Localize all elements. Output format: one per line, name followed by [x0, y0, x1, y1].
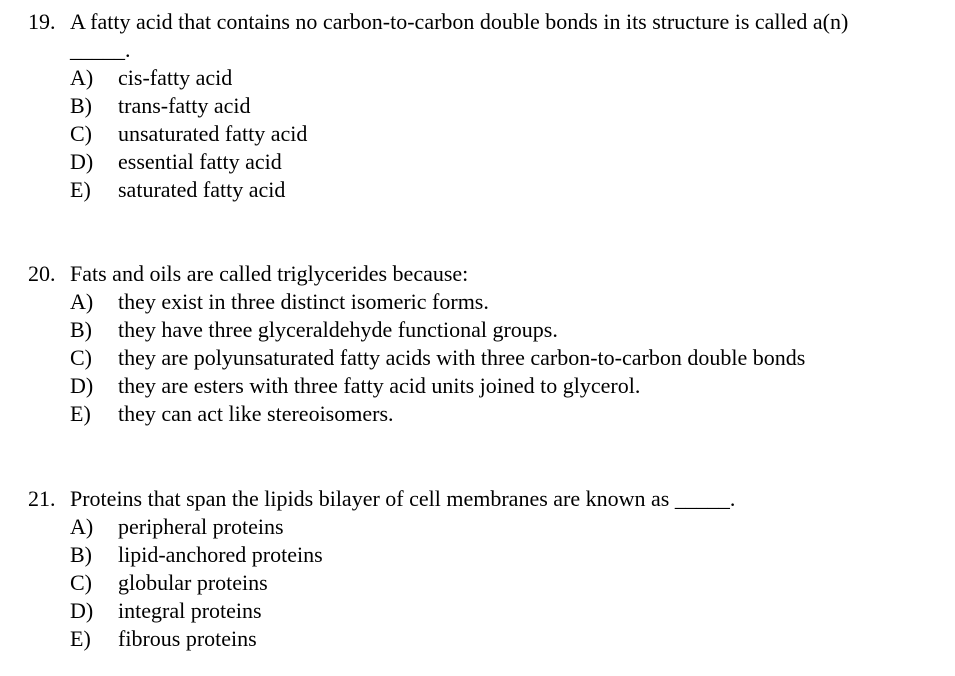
question-stem [28, 8, 948, 36]
option-letter: A) [70, 65, 94, 90]
option-e [28, 625, 948, 653]
question-stem [28, 260, 948, 288]
question-number: 19. [28, 9, 56, 34]
option-letter: C) [70, 570, 92, 595]
option-text: integral proteins [118, 598, 262, 623]
option-text: essential fatty acid [118, 149, 282, 174]
answer-options [28, 288, 948, 428]
option-c [28, 569, 948, 597]
option-text: saturated fatty acid [118, 177, 286, 202]
option-b [28, 92, 948, 120]
question-number: 21. [28, 486, 56, 511]
option-letter: C) [70, 121, 92, 146]
option-text: lipid-anchored proteins [118, 542, 323, 567]
option-text: they are esters with three fatty acid units joined to glycerol. [118, 373, 641, 398]
question-number: 20. [28, 261, 56, 286]
option-letter: A) [70, 514, 94, 539]
option-b [28, 316, 948, 344]
option-letter: B) [70, 93, 92, 118]
option-text: they can act like stereoisomers. [118, 401, 394, 426]
option-text: globular proteins [118, 570, 268, 595]
question-blank: _____. [70, 37, 131, 62]
option-text: they are polyunsaturated fatty acids with three carbon-to-carbon double bonds [118, 345, 806, 370]
answer-options [28, 64, 948, 204]
option-c [28, 120, 948, 148]
option-a [28, 288, 948, 316]
option-e [28, 176, 948, 204]
question-21 [28, 485, 948, 653]
option-e [28, 400, 948, 428]
option-letter: A) [70, 289, 94, 314]
question-19 [28, 8, 948, 204]
option-c [28, 344, 948, 372]
question-text: Fats and oils are called triglycerides because: [70, 261, 469, 286]
option-text: they have three glyceraldehyde functional groups. [118, 317, 558, 342]
option-text: trans-fatty acid [118, 93, 251, 118]
option-letter: E) [70, 177, 91, 202]
option-d [28, 597, 948, 625]
option-a [28, 64, 948, 92]
option-letter: B) [70, 542, 92, 567]
option-d [28, 372, 948, 400]
question-text: A fatty acid that contains no carbon-to-carbon double bonds in its structure is called a(n) [70, 9, 849, 34]
option-text: unsaturated fatty acid [118, 121, 308, 146]
option-d [28, 148, 948, 176]
option-letter: D) [70, 598, 94, 623]
option-text: fibrous proteins [118, 626, 257, 651]
option-a [28, 513, 948, 541]
option-text: peripheral proteins [118, 514, 284, 539]
question-20 [28, 260, 948, 428]
option-letter: D) [70, 149, 94, 174]
option-b [28, 541, 948, 569]
option-letter: E) [70, 401, 91, 426]
option-letter: C) [70, 345, 92, 370]
answer-options [28, 513, 948, 653]
option-letter: B) [70, 317, 92, 342]
question-stem [28, 485, 948, 513]
option-text: cis-fatty acid [118, 65, 233, 90]
option-text: they exist in three distinct isomeric forms. [118, 289, 489, 314]
option-letter: D) [70, 373, 94, 398]
option-letter: E) [70, 626, 91, 651]
question-text: Proteins that span the lipids bilayer of cell membranes are known as _____. [70, 486, 736, 511]
